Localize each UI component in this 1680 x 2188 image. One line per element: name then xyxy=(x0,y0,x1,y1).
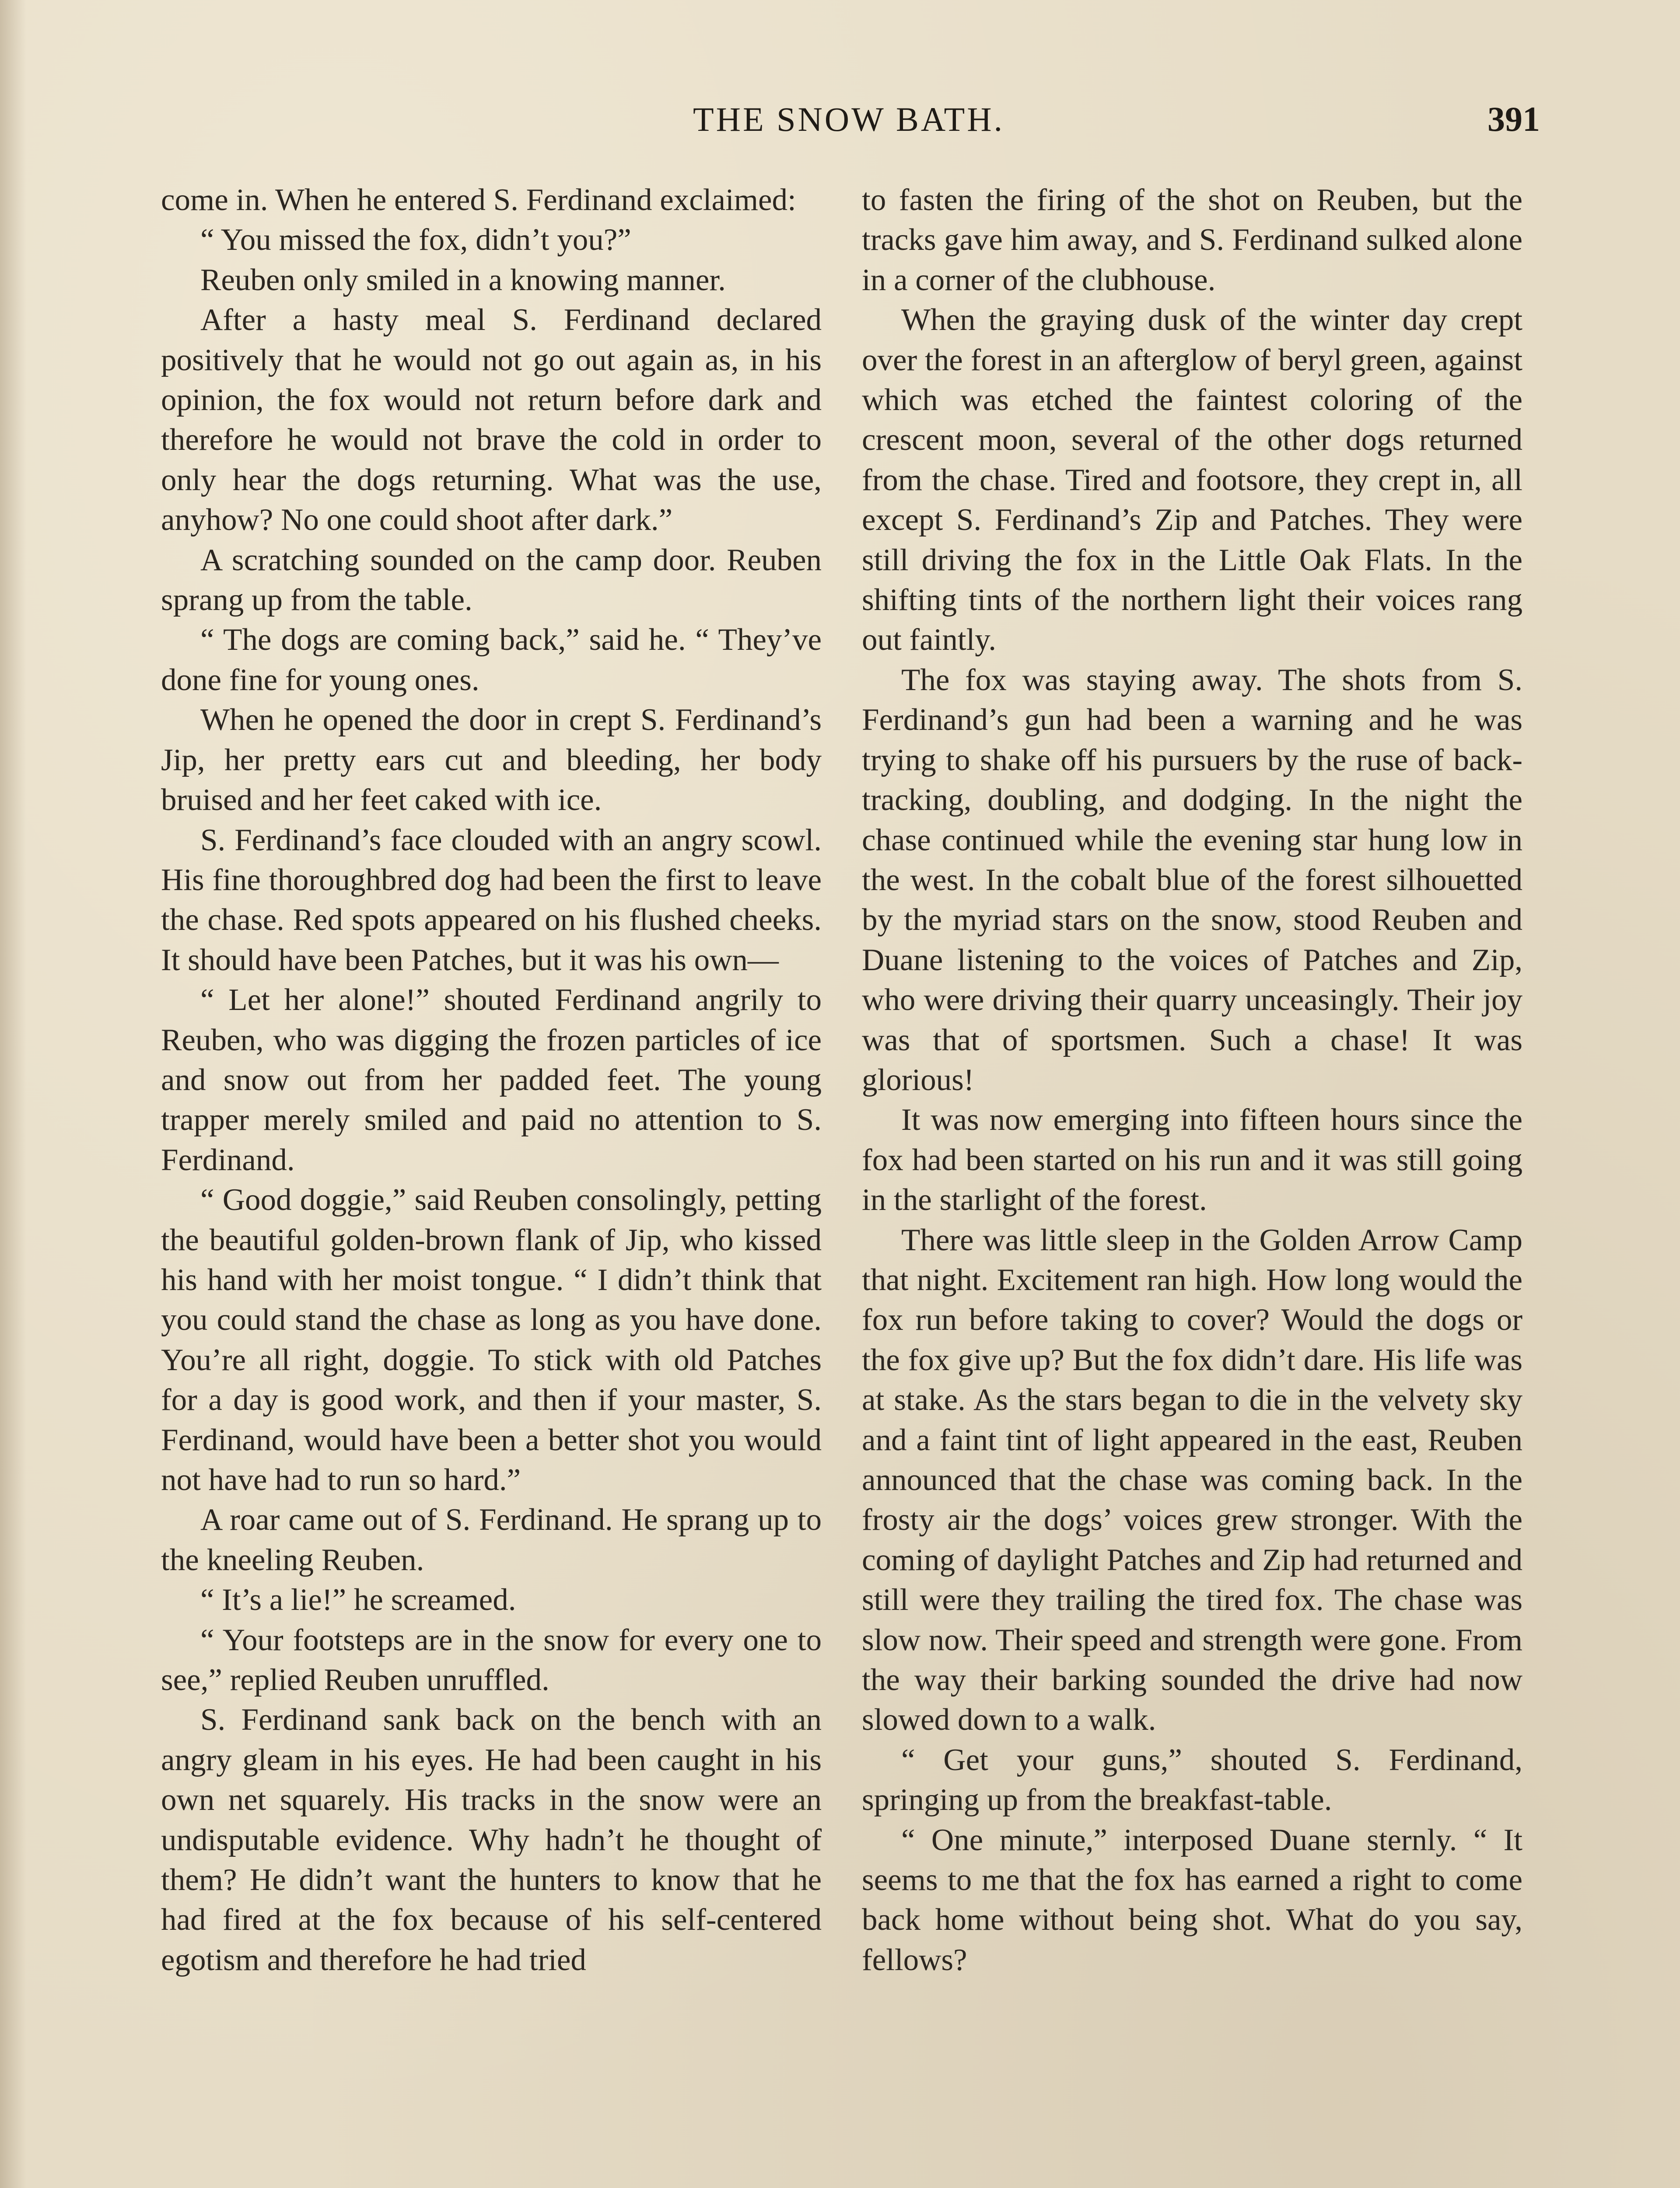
paragraph: “ Let her alone!” shouted Ferdinand angrily to Reuben, who was digging the frozen particles of ice and snow out from her padded feet. The young trapper merely smiled and paid no attention to S. Ferdinand. xyxy=(161,983,822,1177)
paragraph: When he opened the door in crept S. Ferdinand’s Jip, her pretty ears cut and bleeding, her body bruised and her feet caked with ice. xyxy=(161,703,822,817)
running-title: THE SNOW BATH. xyxy=(693,100,1005,138)
paragraph: come in. When he entered S. Ferdinand exclaimed: xyxy=(161,183,796,217)
paragraph: to fasten the firing of the shot on Reuben, but the tracks gave him away, and S. Ferdinand sulked alone in a corner of the clubhouse. xyxy=(862,183,1522,297)
paragraph: “ One minute,” interposed Duane sternly. “ It seems to me that the fox has earned a right to come back home without being shot. What do you say, fellows? xyxy=(862,1823,1522,1977)
paragraph: “ Your footsteps are in the snow for every one to see,” replied Reuben unruffled. xyxy=(161,1623,822,1697)
paragraph: Reuben only smiled in a knowing manner. xyxy=(200,263,726,297)
paragraph: “ Get your guns,” shouted S. Ferdinand, springing up from the breakfast-table. xyxy=(862,1743,1522,1817)
paragraph: “ The dogs are coming back,” said he. “ They’ve done fine for young ones. xyxy=(161,623,822,697)
running-header xyxy=(158,95,1540,144)
paragraph: After a hasty meal S. Ferdinand declared positively that he would not go out again as, in his opinion, the fox would not return before dark and therefore he would not brave the cold in order to only hear the dogs returning. What was the use, anyhow? No one could shoot after dark.” xyxy=(161,303,822,537)
paragraph: The fox was staying away. The shots from S. Ferdinand’s gun had been a warning and he was trying to shake off his pursuers by the ruse of back-tracking, doubling, and dodging. In the night the chase continued while the evening star hung low in the west. In the cobalt blue of the forest silhouetted by the myriad stars on the snow, stood Reuben and Duane listening to the voices of Patches and Zip, who were driving their quarry unceasingly. Their joy was that of sportsmen. Such a chase! It was glorious! xyxy=(862,663,1522,1097)
paragraph: A roar came out of S. Ferdinand. He sprang up to the kneeling Reuben. xyxy=(161,1503,822,1577)
paragraph: There was little sleep in the Golden Arrow Camp that night. Excitement ran high. How long would the fox run before taking to cover? Would the dogs or the fox give up? But the fox didn’t dare. His life was at stake. As the stars began to die in the velvety sky and a faint tint of light appeared in the east, Reuben announced that the chase was coming back. In the frosty air the dogs’ voices grew stronger. With the coming of daylight Patches and Zip had returned and still were they trailing the tired fox. The chase was slow now. Their speed and strength were gone. From the way their barking sounded the drive had now slowed down to a walk. xyxy=(862,1223,1522,1737)
paragraph: When the graying dusk of the winter day crept over the forest in an afterglow of beryl green, against which was etched the faintest coloring of the crescent moon, several of the other dogs returned from the chase. Tired and footsore, they crept in, all except S. Ferdinand’s Zip and Patches. They were still driving the fox in the Little Oak Flats. In the shifting tints of the northern light their voices rang out faintly. xyxy=(862,303,1522,657)
page-number: 391 xyxy=(1488,100,1540,139)
right-column xyxy=(862,180,1522,1980)
paragraph: S. Ferdinand sank back on the bench with an angry gleam in his eyes. He had been caught in his own net squarely. His tracks in the snow were an undisputable evidence. Why hadn’t he thought of them? He didn’t want the hunters to know that he had fired at the fox because of his self-centered egotism and therefore he had tried xyxy=(161,1703,822,1977)
paragraph: “ You missed the fox, didn’t you?” xyxy=(200,223,631,257)
paragraph: “ It’s a lie!” he screamed. xyxy=(200,1583,516,1617)
paragraph: S. Ferdinand’s face clouded with an angry scowl. His fine thoroughbred dog had been the first to leave the chase. Red spots appeared on his flushed cheeks. It should have been Patches, but it was his own— xyxy=(161,823,822,977)
paragraph: It was now emerging into fifteen hours since the fox had been started on his run and it was still going in the starlight of the forest. xyxy=(862,1103,1522,1217)
paragraph: “ Good doggie,” said Reuben consolingly, petting the beautiful golden-brown flank of Jip, who kissed his hand with her moist tongue. “ I didn’t think that you could stand the chase as long as you have done. You’re all right, doggie. To stick with old Patches for a day is good work, and then if your master, S. Ferdinand, would have been a better shot you would not have had to run so hard.” xyxy=(161,1183,822,1497)
left-column xyxy=(161,180,822,1980)
page-shadow xyxy=(0,0,26,2188)
paragraph: A scratching sounded on the camp door. Reuben sprang up from the table. xyxy=(161,543,822,617)
